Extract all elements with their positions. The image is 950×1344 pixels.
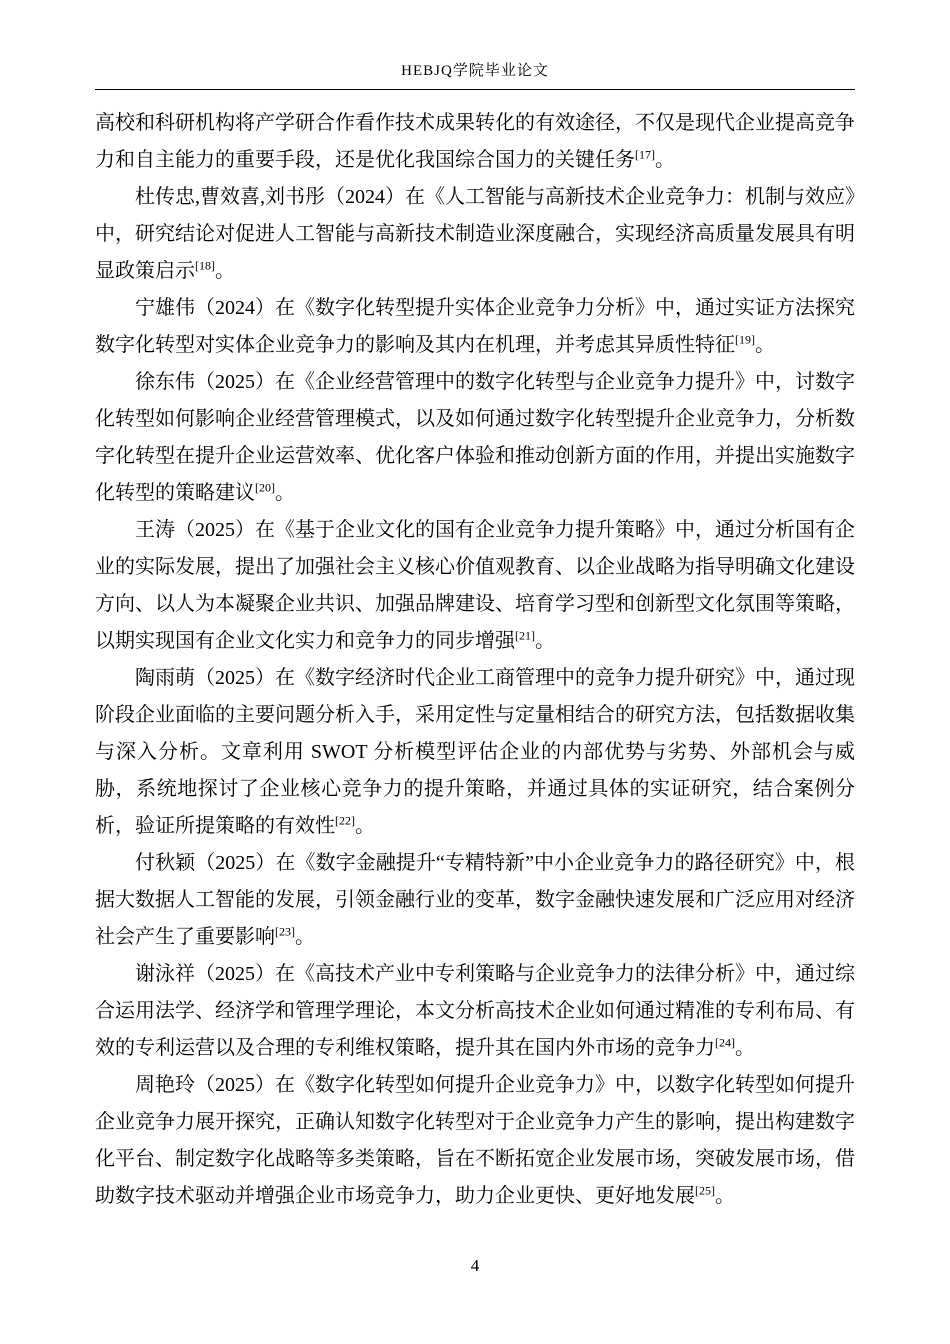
paragraph-period: 。 — [655, 149, 675, 171]
paragraph — [95, 179, 855, 290]
paragraph — [95, 845, 855, 956]
paragraph-period: 。 — [735, 1037, 755, 1059]
header-title: HEBJQ学院毕业论文 — [401, 63, 549, 79]
paragraph — [95, 512, 855, 660]
paragraph-period: 。 — [755, 334, 775, 356]
citation-superscript: [21] — [515, 628, 535, 643]
paragraph-text: 王涛（2025）在《基于企业文化的国有企业竞争力提升策略》中，通过分析国有企业的实际发展，提出了加强社会主义核心价值观教育、以企业战略为指导明确文化建设方向、以人为本凝聚企业共识、加强品牌建设、培育学习型和创新型文化氛围等策略，以期实现国有企业文化实力和竞争力的同步增强 — [95, 519, 855, 652]
paragraph — [95, 364, 855, 512]
paragraph-text: 谢泳祥（2025）在《高技术产业中专利策略与企业竞争力的法律分析》中，通过综合运用法学、经济学和管理学理论，本文分析高技术企业如何通过精准的专利布局、有效的专利运营以及合理的专利维权策略，提升其在国内外市场的竞争力 — [95, 963, 855, 1059]
citation-superscript: [23] — [275, 924, 295, 939]
paragraph — [95, 1067, 855, 1215]
paragraph — [95, 290, 855, 364]
citation-superscript: [22] — [335, 813, 355, 828]
page-footer — [0, 1256, 950, 1276]
citation-superscript: [17] — [635, 147, 655, 162]
paragraph-period: 。 — [275, 482, 295, 504]
paragraph-text: 周艳玲（2025）在《数字化转型如何提升企业竞争力》中，以数字化转型如何提升企业竞争力展开探究，正确认知数字化转型对于企业竞争力产生的影响，提出构建数字化平台、制定数字化战略等多类策略，旨在不断拓宽企业发展市场，突破发展市场，借助数字技术驱动并增强企业市场竞争力，助力企业更快、更好地发展 — [95, 1074, 855, 1207]
citation-superscript: [18] — [195, 258, 215, 273]
paragraph-text: 徐东伟（2025）在《企业经营管理中的数字化转型与企业竞争力提升》中，讨数字化转型如何影响企业经营管理模式，以及如何通过数字化转型提升企业竞争力，分析数字化转型在提升企业运营效率、优化客户体验和推动创新方面的作用，并提出实施数字化转型的策略建议 — [95, 371, 855, 504]
paragraph-text: 宁雄伟（2024）在《数字化转型提升实体企业竞争力分析》中，通过实证方法探究数字化转型对实体企业竞争力的影响及其内在机理，并考虑其异质性特征 — [95, 297, 855, 356]
paragraph-period: 。 — [535, 630, 555, 652]
citation-superscript: [19] — [735, 332, 755, 347]
paragraph-text: 付秋颖（2025）在《数字金融提升“专精特新”中小企业竞争力的路径研究》中，根据大数据人工智能的发展，引领金融行业的变革，数字金融快速发展和广泛应用对经济社会产生了重要影响 — [95, 852, 855, 948]
paragraph — [95, 956, 855, 1067]
paragraph — [95, 105, 855, 179]
paragraph-period: 。 — [295, 926, 315, 948]
paragraph-text: 高校和科研机构将产学研合作看作技术成果转化的有效途径，不仅是现代企业提高竞争力和自主能力的重要手段，还是优化我国综合国力的关键任务 — [95, 112, 855, 171]
paragraph-period: 。 — [215, 260, 235, 282]
page-number: 4 — [470, 1256, 480, 1275]
page-header — [95, 62, 855, 90]
paragraph-period: 。 — [355, 815, 375, 837]
citation-superscript: [25] — [695, 1183, 715, 1198]
citation-superscript: [20] — [255, 480, 275, 495]
citation-superscript: [24] — [715, 1035, 735, 1050]
page-body — [95, 105, 855, 1215]
paragraph-text: 陶雨萌（2025）在《数字经济时代企业工商管理中的竞争力提升研究》中，通过现阶段企业面临的主要问题分析入手，采用定性与定量相结合的研究方法，包括数据收集与深入分析。文章利用 SWOT 分析模型评估企业的内部优势与劣势、外部机会与威胁，系统地探讨了企业核心竞争力的提升策略，并通过具体的实证研究，结合案例分析，验证所提策略的有效性 — [95, 667, 855, 837]
paragraph — [95, 660, 855, 845]
paragraph-text: 杜传忠,曹效喜,刘书彤（2024）在《人工智能与高新技术企业竞争力：机制与效应》中，研究结论对促进人工智能与高新技术制造业深度融合，实现经济高质量发展具有明显政策启示 — [95, 186, 855, 282]
paragraph-period: 。 — [715, 1185, 735, 1207]
